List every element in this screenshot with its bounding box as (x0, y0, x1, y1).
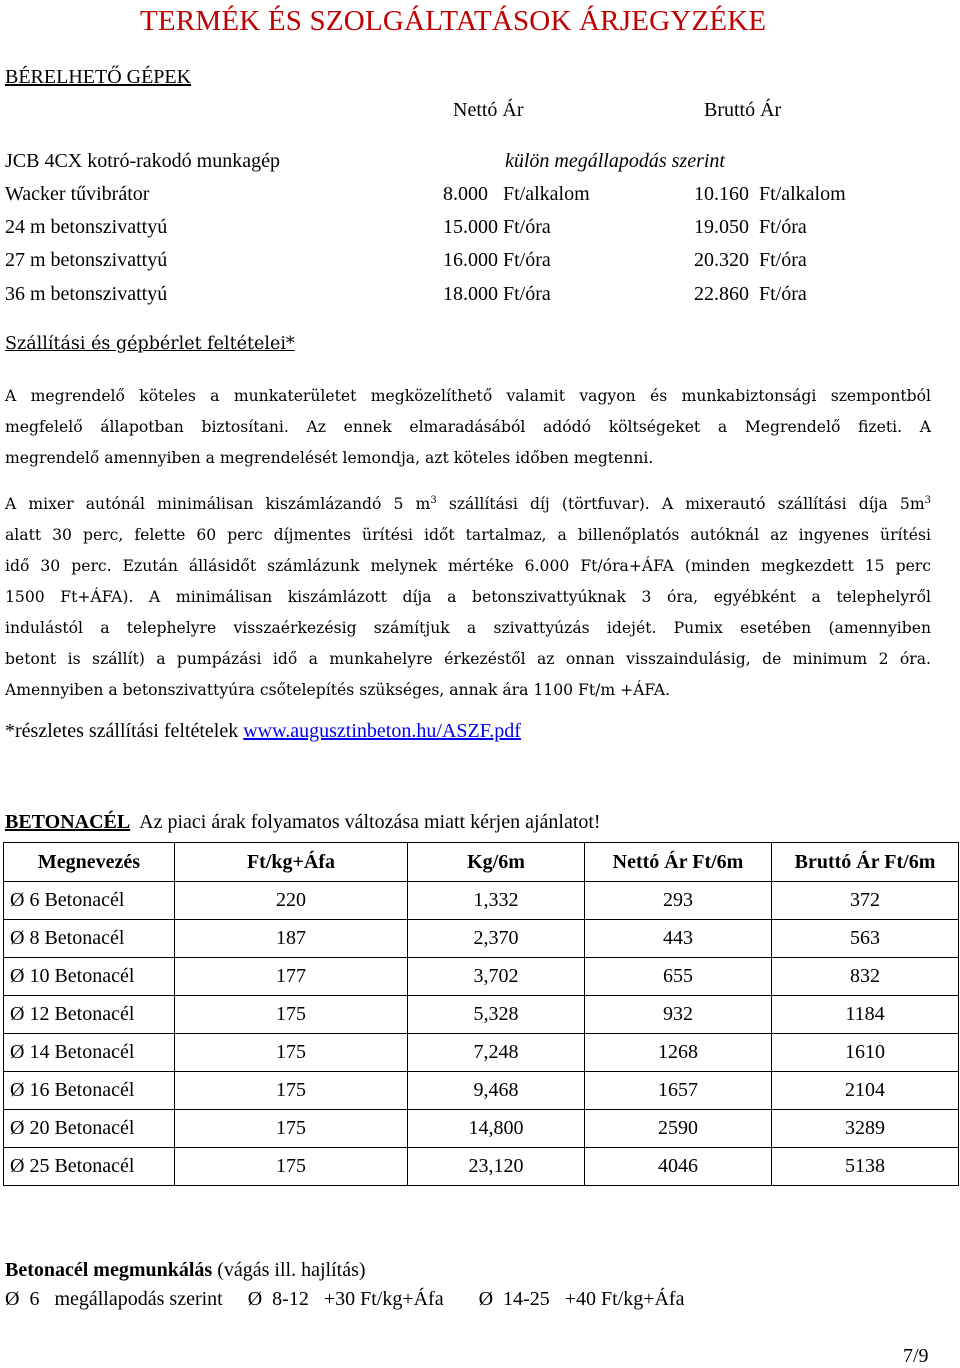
p2-line: betont is szállít) a pumpázási idő a munkahelyre érkezéstől az onnan visszaindulásig, de minimum 2 óra. (5, 650, 931, 668)
table-cell: 187 (175, 920, 408, 958)
table-row (4, 920, 959, 958)
p2-line: indulástól a telephelyre visszaérkezésig számítjuk a szivattyúzás idejét. Pumix esetében (amennyiben (5, 619, 931, 637)
processing-title: Betonacél megmunkálás (5, 1259, 213, 1281)
rental-row-gross: 10.160 Ft/alkalom (694, 183, 846, 205)
rental-row-net: 18.000 Ft/óra (443, 283, 551, 305)
rental-row-gross: 22.860 Ft/óra (694, 283, 807, 305)
table-cell: 1,332 (408, 882, 585, 920)
rental-row-name: 27 m betonszivattyú (5, 249, 168, 271)
p1-line: A megrendelő köteles a munkaterületet megközelíthető valamit vagyon és munkabiztonsági szempontból (5, 387, 931, 405)
col-header: Megnevezés (4, 843, 175, 882)
p2-line: 1500 Ft+ÁFA). A minimálisan kiszámlázott díja a betonszivattyúknak 3 óra, egyébként a telephelyről (5, 588, 931, 606)
table-cell: 372 (772, 882, 959, 920)
conditions-paragraph-1 (5, 381, 931, 474)
steel-heading (5, 811, 601, 834)
table-cell: 443 (585, 920, 772, 958)
p2-line: alatt 30 perc, felette 60 perc díjmentes ürítési időt tartalmaz, a billenőplatós autóknál az ingyenes ürítési (5, 526, 931, 544)
rental-row-net: 16.000 Ft/óra (443, 249, 551, 271)
table-cell: 2104 (772, 1072, 959, 1110)
rental-row-name: 36 m betonszivattyú (5, 283, 168, 305)
table-cell: 175 (175, 1034, 408, 1072)
aszf-link[interactable]: www.augusztinbeton.hu/ASZF.pdf (243, 720, 521, 742)
table-cell: 23,120 (408, 1148, 585, 1186)
table-cell: 14,800 (408, 1110, 585, 1148)
table-cell: 1268 (585, 1034, 772, 1072)
table-cell: 175 (175, 1148, 408, 1186)
col-net-header: Nettó Ár (453, 99, 524, 121)
p1-line: megfelelő állapotban biztosítani. Az ennek elmaradásából adódó költségeket a Megrendelő fizeti. A (5, 418, 931, 436)
rental-heading: BÉRELHETŐ GÉPEK (5, 66, 192, 88)
col-header: Kg/6m (408, 843, 585, 882)
table-cell: 2590 (585, 1110, 772, 1148)
table-cell: 175 (175, 1110, 408, 1148)
table-cell: 1657 (585, 1072, 772, 1110)
conditions-paragraph-2 (5, 489, 931, 706)
table-cell: Ø 6 Betonacél (4, 882, 175, 920)
table-cell: 3,702 (408, 958, 585, 996)
page-title: TERMÉK ÉS SZOLGÁLTATÁSOK ÁRJEGYZÉKE (140, 5, 767, 37)
table-cell: 1184 (772, 996, 959, 1034)
table-cell: 177 (175, 958, 408, 996)
page-number: 7/9 (903, 1345, 929, 1367)
col-header: Ft/kg+Áfa (175, 843, 408, 882)
table-row (4, 996, 959, 1034)
table-cell: 3289 (772, 1110, 959, 1148)
table-cell: 175 (175, 996, 408, 1034)
steel-price-table (3, 842, 959, 1186)
table-cell: 932 (585, 996, 772, 1034)
table-header-row (4, 843, 959, 882)
steel-subtitle: Az piaci árak folyamatos változása miatt kérjen ajánlatot! (130, 811, 601, 833)
col-gross-header: Bruttó Ár (704, 99, 782, 121)
table-cell: 175 (175, 1072, 408, 1110)
table-cell: 5138 (772, 1148, 959, 1186)
table-cell: 4046 (585, 1148, 772, 1186)
conditions-heading: Szállítási és gépbérlet feltételei* (5, 334, 295, 354)
table-row (4, 958, 959, 996)
table-cell: 832 (772, 958, 959, 996)
table-cell: 220 (175, 882, 408, 920)
rental-row-net: 8.000 Ft/alkalom (443, 183, 590, 205)
table-cell: 563 (772, 920, 959, 958)
table-row (4, 1110, 959, 1148)
table-cell: Ø 16 Betonacél (4, 1072, 175, 1110)
table-cell: Ø 25 Betonacél (4, 1148, 175, 1186)
rental-row-name: 24 m betonszivattyú (5, 216, 168, 238)
note-text: *részletes szállítási feltételek (5, 720, 244, 742)
rental-name: JCB 4CX kotró-rakodó munkagép (5, 150, 280, 172)
p2-line: Amennyiben a betonszivattyúra csőtelepítés szükséges, annak ára 1100 Ft/m +ÁFA. (5, 681, 671, 699)
table-row (4, 1034, 959, 1072)
table-cell: Ø 8 Betonacél (4, 920, 175, 958)
table-row (4, 1072, 959, 1110)
table-cell: 7,248 (408, 1034, 585, 1072)
col-header: Nettó Ár Ft/6m (585, 843, 772, 882)
p2-line: idő 30 perc. Ezután állásidőt számlázunk melynek mértéke 6.000 Ft/óra+ÁFA (minden megkezdett 15 perc (5, 557, 931, 575)
table-cell: Ø 12 Betonacél (4, 996, 175, 1034)
table-row (4, 882, 959, 920)
table-cell: 5,328 (408, 996, 585, 1034)
rental-row-gross: 19.050 Ft/óra (694, 216, 807, 238)
table-row (4, 1148, 959, 1186)
table-cell: 1610 (772, 1034, 959, 1072)
table-cell: 2,370 (408, 920, 585, 958)
table-cell: 293 (585, 882, 772, 920)
rental-jcb-price: külön megállapodás szerint (505, 150, 725, 172)
p1-line: megrendelő amennyiben a megrendelését lemondja, azt köteles időben megtenni. (5, 449, 654, 467)
rental-row-gross: 20.320 Ft/óra (694, 249, 807, 271)
table-cell: Ø 14 Betonacél (4, 1034, 175, 1072)
table-cell: Ø 10 Betonacél (4, 958, 175, 996)
table-cell: Ø 20 Betonacél (4, 1110, 175, 1148)
conditions-note (5, 720, 521, 743)
rental-row-name: Wacker tűvibrátor (5, 183, 150, 205)
processing-prices: Ø 6 megállapodás szerint Ø 8-12 +30 Ft/kg+Áfa Ø 14-25 +40 Ft/kg+Áfa (5, 1288, 685, 1310)
table-cell: 9,468 (408, 1072, 585, 1110)
processing-heading (5, 1259, 366, 1282)
processing-note: (vágás ill. hajlítás) (212, 1259, 366, 1281)
steel-title: BETONACÉL (5, 811, 131, 833)
col-header: Bruttó Ár Ft/6m (772, 843, 959, 882)
rental-row-net: 15.000 Ft/óra (443, 216, 551, 238)
rental-row-jcb (5, 150, 280, 173)
table-cell: 655 (585, 958, 772, 996)
p2-line: A mixer autónál minimálisan kiszámlázandó 5 $m^3$ szállítási díj (törtfuvar). A mixerautó szállítási díja $5m^3$ (5, 494, 931, 513)
